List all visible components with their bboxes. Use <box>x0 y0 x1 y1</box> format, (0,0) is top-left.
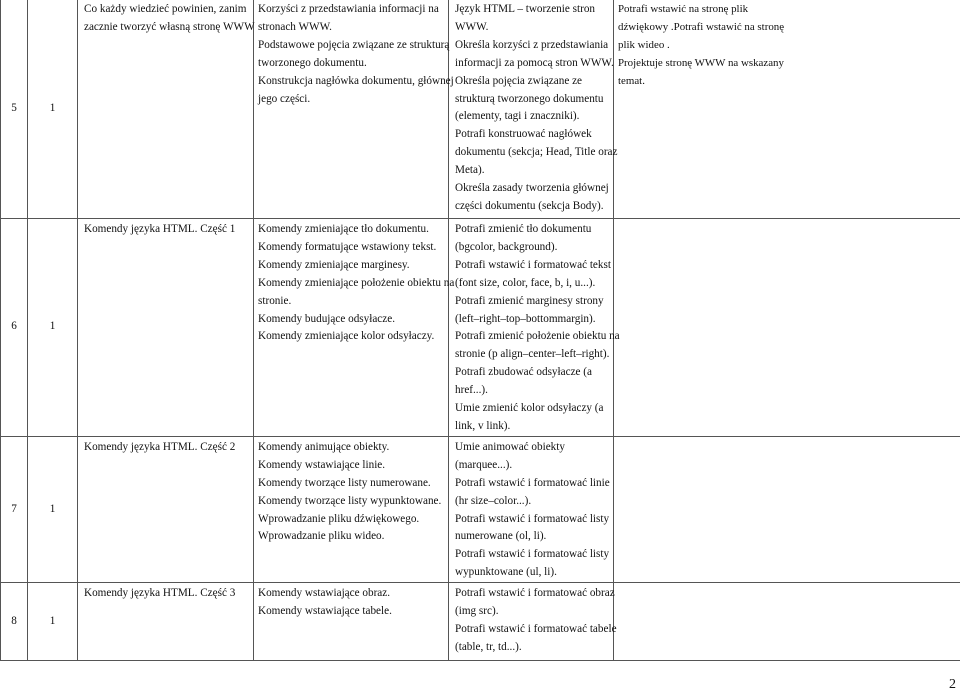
content-cell-line: Korzyści z przedstawiania informacji na <box>258 3 439 15</box>
content-cell-line: stronie. <box>258 294 292 307</box>
basic-requirements-cell-line: stronie (p align–center–left–right). <box>455 348 610 361</box>
basic-requirements-cell-line: Język HTML – tworzenie stron <box>455 3 596 15</box>
basic-requirements-cell-line: numerowane (ol, li). <box>455 530 547 543</box>
content-cell-line: Komendy budujące odsyłacze. <box>258 312 395 325</box>
basic-requirements-cell-line: dokumentu (sekcja; Head, Title oraz <box>455 146 618 159</box>
basic-requirements-cell-line: Określa pojęcia związane ze <box>455 74 583 87</box>
content-cell-line: Konstrukcja nagłówka dokumentu, głównej <box>258 74 454 87</box>
content-cell <box>254 583 449 661</box>
topic-cell <box>78 583 254 661</box>
lesson-number: 7 <box>1 436 28 582</box>
basic-requirements-cell <box>449 583 617 661</box>
content-cell-line: jego części. <box>258 92 311 105</box>
extended-requirements-cell-line: Projektuje stronę WWW na wskazany <box>618 56 784 69</box>
hours-count: 1 <box>28 583 78 661</box>
hours-count: 1 <box>28 436 78 582</box>
basic-requirements-cell-line: (elementy, tagi i znaczniki). <box>455 110 580 123</box>
table-row <box>1 583 960 661</box>
basic-requirements-cell-line: Potrafi konstruować nagłówek <box>455 128 592 141</box>
topic-cell <box>78 436 254 582</box>
topic-cell <box>78 0 254 219</box>
basic-requirements-cell-line: (left–right–top–bottommargin). <box>455 312 596 325</box>
basic-requirements-cell-line: wypunktowane (ul, li). <box>455 566 557 579</box>
extended-requirements-cell <box>614 436 960 582</box>
basic-requirements-cell-line: Potrafi zmienić tło dokumentu <box>455 223 592 235</box>
lesson-number: 6 <box>1 219 28 437</box>
content-cell-line: Komendy tworzące listy wypunktowane. <box>258 494 442 507</box>
basic-requirements-cell-line: Potrafi wstawić i formatować listy <box>455 548 610 561</box>
topic-cell-line: Co każdy wiedzieć powinien, zanim <box>84 3 247 15</box>
content-cell-line: Komendy wstawiające obraz. <box>258 587 391 600</box>
basic-requirements-cell-line: strukturą tworzonego dokumentu <box>455 92 604 105</box>
content-cell <box>254 0 454 219</box>
content-cell-line: Komendy tworzące listy numerowane. <box>258 476 431 489</box>
table-row <box>1 219 960 437</box>
extended-requirements-cell-line: Potrafi wstawić na stronę plik <box>618 3 749 15</box>
basic-requirements-cell-line: (marquee...). <box>455 458 513 471</box>
basic-requirements-cell-line: href...). <box>455 384 488 397</box>
lesson-number: 8 <box>1 583 28 661</box>
basic-requirements-cell-line: Potrafi zmienić marginesy strony <box>455 294 604 307</box>
hours-count: 1 <box>28 0 78 219</box>
table-row <box>1 436 960 582</box>
basic-requirements-cell-line: Potrafi zmienić położenie obiektu na <box>455 330 620 343</box>
table-row <box>1 0 960 219</box>
extended-requirements-cell <box>614 0 960 219</box>
basic-requirements-cell-line: części dokumentu (sekcja Body). <box>455 199 604 212</box>
extended-requirements-cell-line: dźwiękowy .Potrafi wstawić na stronę <box>618 20 785 33</box>
content-cell-line: tworzonego dokumentu. <box>258 56 367 69</box>
basic-requirements-cell-line: link, v link). <box>455 419 511 432</box>
basic-requirements-cell-line: Meta). <box>455 164 485 177</box>
basic-requirements-cell-line: Umie zmienić kolor odsyłaczy (a <box>455 402 604 415</box>
hours-count: 1 <box>28 219 78 437</box>
basic-requirements-cell-line: Potrafi wstawić i formatować obraz <box>455 587 615 600</box>
content-cell-line: Komendy zmieniające położenie obiektu na <box>258 276 455 289</box>
content-cell-line: Komendy zmieniające marginesy. <box>258 258 410 271</box>
content-cell-line: Komendy animujące obiekty. <box>258 440 390 453</box>
basic-requirements-cell-line: informacji za pomocą stron WWW. <box>455 56 614 69</box>
content-cell <box>254 219 455 437</box>
extended-requirements-cell <box>614 219 960 437</box>
content-cell-line: Komendy formatujące wstawiony tekst. <box>258 240 437 253</box>
basic-requirements-cell-line: (font size, color, face, b, i, u...). <box>455 276 596 289</box>
basic-requirements-cell <box>449 436 614 582</box>
basic-requirements-cell-line: Potrafi wstawić i formatować tekst <box>455 258 611 271</box>
topic-cell-line: Komendy języka HTML. Część 1 <box>84 223 236 235</box>
basic-requirements-cell-line: Potrafi zbudować odsyłacze (a <box>455 366 592 379</box>
content-cell <box>254 436 449 582</box>
extended-requirements-cell <box>614 583 960 661</box>
content-cell-line: Komendy zmieniające tło dokumentu. <box>258 223 429 235</box>
content-cell-line: Komendy wstawiające linie. <box>258 458 386 471</box>
basic-requirements-cell-line: Określa zasady tworzenia głównej <box>455 182 609 195</box>
basic-requirements-cell-line: WWW. <box>455 20 489 33</box>
extended-requirements-cell-line: temat. <box>618 74 645 87</box>
basic-requirements-cell-line: (hr size–color...). <box>455 494 532 507</box>
basic-requirements-cell-line: Określa korzyści z przedstawiania <box>455 38 609 51</box>
basic-requirements-cell <box>449 0 618 219</box>
topic-cell-line: zacznie tworzyć własną stronę WWW <box>84 20 255 33</box>
basic-requirements-cell-line: (table, tr, td...). <box>455 640 522 653</box>
extended-requirements-cell-line: plik wideo . <box>618 38 670 51</box>
content-cell-line: Wprowadzanie pliku dźwiękowego. <box>258 512 420 525</box>
topic-cell <box>78 219 254 437</box>
lesson-number: 5 <box>1 0 28 219</box>
basic-requirements-cell-line: Potrafi wstawić i formatować linie <box>455 476 610 489</box>
topic-cell-line: Komendy języka HTML. Część 2 <box>84 440 236 453</box>
content-cell-line: Komendy zmieniające kolor odsyłaczy. <box>258 330 435 343</box>
basic-requirements-cell-line: (bgcolor, background). <box>455 240 558 253</box>
content-cell-line: Wprowadzanie pliku wideo. <box>258 530 385 543</box>
basic-requirements-cell-line: Umie animować obiekty <box>455 440 565 453</box>
page-number: 2 <box>949 677 956 692</box>
basic-requirements-cell-line: Potrafi wstawić i formatować listy <box>455 512 610 525</box>
basic-requirements-cell-line: (img src). <box>455 605 499 618</box>
basic-requirements-cell <box>449 219 620 437</box>
content-cell-line: Komendy wstawiające tabele. <box>258 605 392 618</box>
basic-requirements-cell-line: Potrafi wstawić i formatować tabele <box>455 622 617 635</box>
content-cell-line: Podstawowe pojęcia związane ze strukturą <box>258 38 450 51</box>
topic-cell-line: Komendy języka HTML. Część 3 <box>84 587 236 600</box>
content-cell-line: stronach WWW. <box>258 20 332 33</box>
